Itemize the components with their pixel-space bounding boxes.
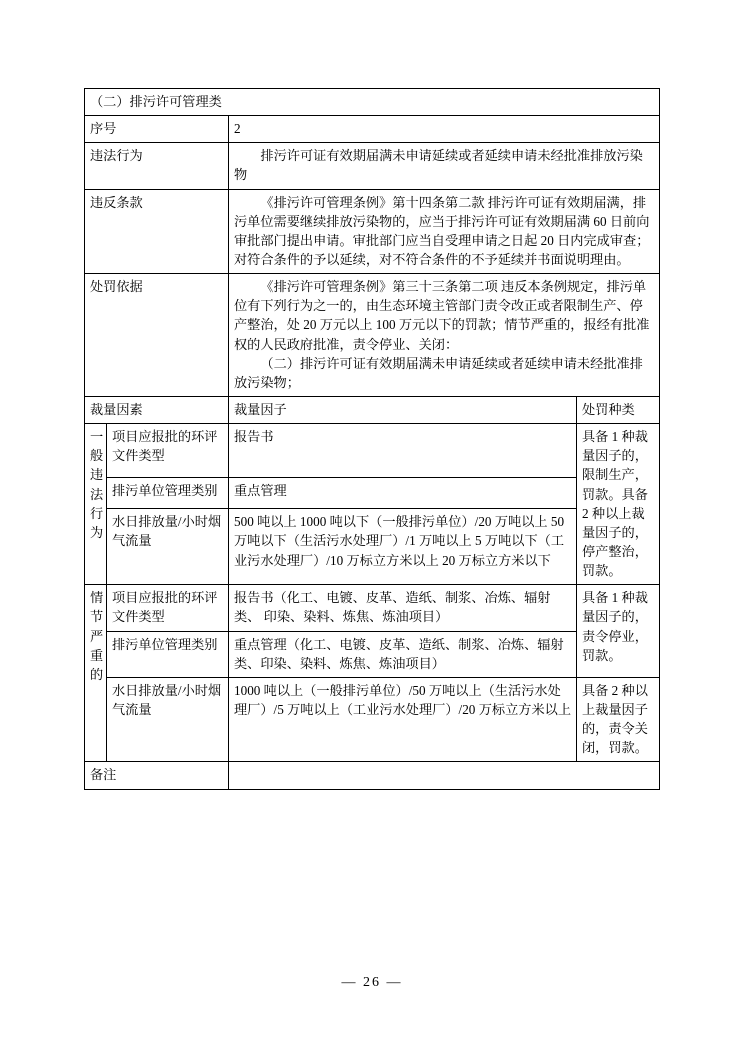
violation-value: 排污许可证有效期届满未申请延续或者延续申请未经批准排放污染物 [229,143,660,189]
penalty-basis-value [229,274,660,397]
index-label: 序号 [85,116,229,143]
penalty-basis-paragraph-2: （二）排污许可证有效期届满未申请延续或者延续申请未经批准排放污染物； [234,355,643,390]
general-penalty-type: 具备 1 种裁量因子的，限制生产，罚款。具备 2 种以上裁量因子的，停产整治，罚款。 [577,424,660,585]
table-row-penalty-basis [85,274,660,397]
serious-violation-vertical-label [85,585,107,762]
table-row-general-1 [85,424,660,478]
vertical-char: 为 [90,524,104,540]
vertical-char: 一 [90,429,104,445]
general-factor-value: 500 吨以上 1000 吨以下（一般排污单位）/20 万吨以上 50 万吨以下（生活污水处理厂）/1 万吨以上 5 万吨以下（工业污水处理厂）/10 万标立方米以上 20 万标立方米以下 [229,509,577,585]
vertical-char: 的 [90,666,104,682]
table-row-serious-2 [85,631,660,677]
general-factor-name: 排污单位管理类别 [107,477,229,508]
general-violation-vertical-label [85,424,107,585]
penalty-basis-paragraph-1: 《排污许可管理条例》第三十三条第二项 违反本条例规定，排污单位有下列行为之一的，由生态环境主管部门责令改正或者限制生产、停产整治，处 20 万元以上 100 万元以下的罚款；情节严重的，报经有批准权的人民政府批准，责令停业、关闭： [234,279,650,352]
serious-factor-value: 报告书（化工、电镀、皮革、造纸、制浆、冶炼、辐射类、 印染、染料、炼焦、炼油项目） [229,585,577,631]
serious-penalty-type: 具备 2 种以上裁量因子的，责令关闭，罚款。 [577,677,660,762]
serious-factor-value: 1000 吨以上（一般排污单位）/50 万吨以上（生活污水处理厂）/5 万吨以上（工业污水处理厂）/20 万标立方米以上 [229,677,577,762]
serious-factor-name: 项目应报批的环评文件类型 [107,585,229,631]
penalty-basis-label: 处罚依据 [85,274,229,397]
vertical-char: 重 [90,647,104,663]
general-factor-name: 项目应报批的环评文件类型 [107,424,229,478]
factor-label: 裁量因素 [85,396,229,423]
violation-label: 违法行为 [85,143,229,189]
serious-penalty-type: 具备 1 种裁量因子的，责令停业，罚款。 [577,585,660,678]
table-row-general-3 [85,509,660,585]
penalty-discretion-table [84,88,660,790]
general-factor-name: 水日排放量/小时烟气流量 [107,509,229,585]
remark-value [229,762,660,789]
general-factor-value: 重点管理 [229,477,577,508]
table-row-remark [85,762,660,789]
index-value: 2 [229,116,660,143]
serious-factor-name: 排污单位管理类别 [107,631,229,677]
table-row-violation [85,143,660,189]
serious-factor-value: 重点管理（化工、电镀、皮革、造纸、制浆、冶炼、辐射类、印染、染料、炼焦、炼油项目） [229,631,577,677]
vertical-char: 般 [90,448,104,464]
table-row-index [85,116,660,143]
vertical-char: 法 [90,486,104,502]
category-title: （二）排污许可管理类 [85,89,660,116]
vertical-char: 情 [90,590,104,606]
vertical-char: 违 [90,467,104,483]
remark-label: 备注 [85,762,229,789]
table-row-category [85,89,660,116]
page-number: — 26 — [341,975,403,990]
vertical-char: 行 [90,505,104,521]
table-row-serious-3 [85,677,660,762]
table-row-general-2 [85,477,660,508]
table-row-clause [85,189,660,274]
table-row-factor-header [85,396,660,423]
serious-factor-name: 水日排放量/小时烟气流量 [107,677,229,762]
penalty-type-label: 处罚种类 [577,396,660,423]
vertical-char: 节 [90,609,104,625]
vertical-char: 严 [90,628,104,644]
clause-label: 违反条款 [85,189,229,274]
table-row-serious-1 [85,585,660,631]
general-factor-value: 报告书 [229,424,577,478]
clause-value: 《排污许可管理条例》第十四条第二款 排污许可证有效期届满，排污单位需要继续排放污染物的，应当于排污许可证有效期届满 60 日前向审批部门提出申请。审批部门应当自受理申请之日起 20 日内完成审查；对符合条件的予以延续，对不符合条件的不予延续并书面说明理由。 [229,189,660,274]
factor-item-label: 裁量因子 [229,396,577,423]
